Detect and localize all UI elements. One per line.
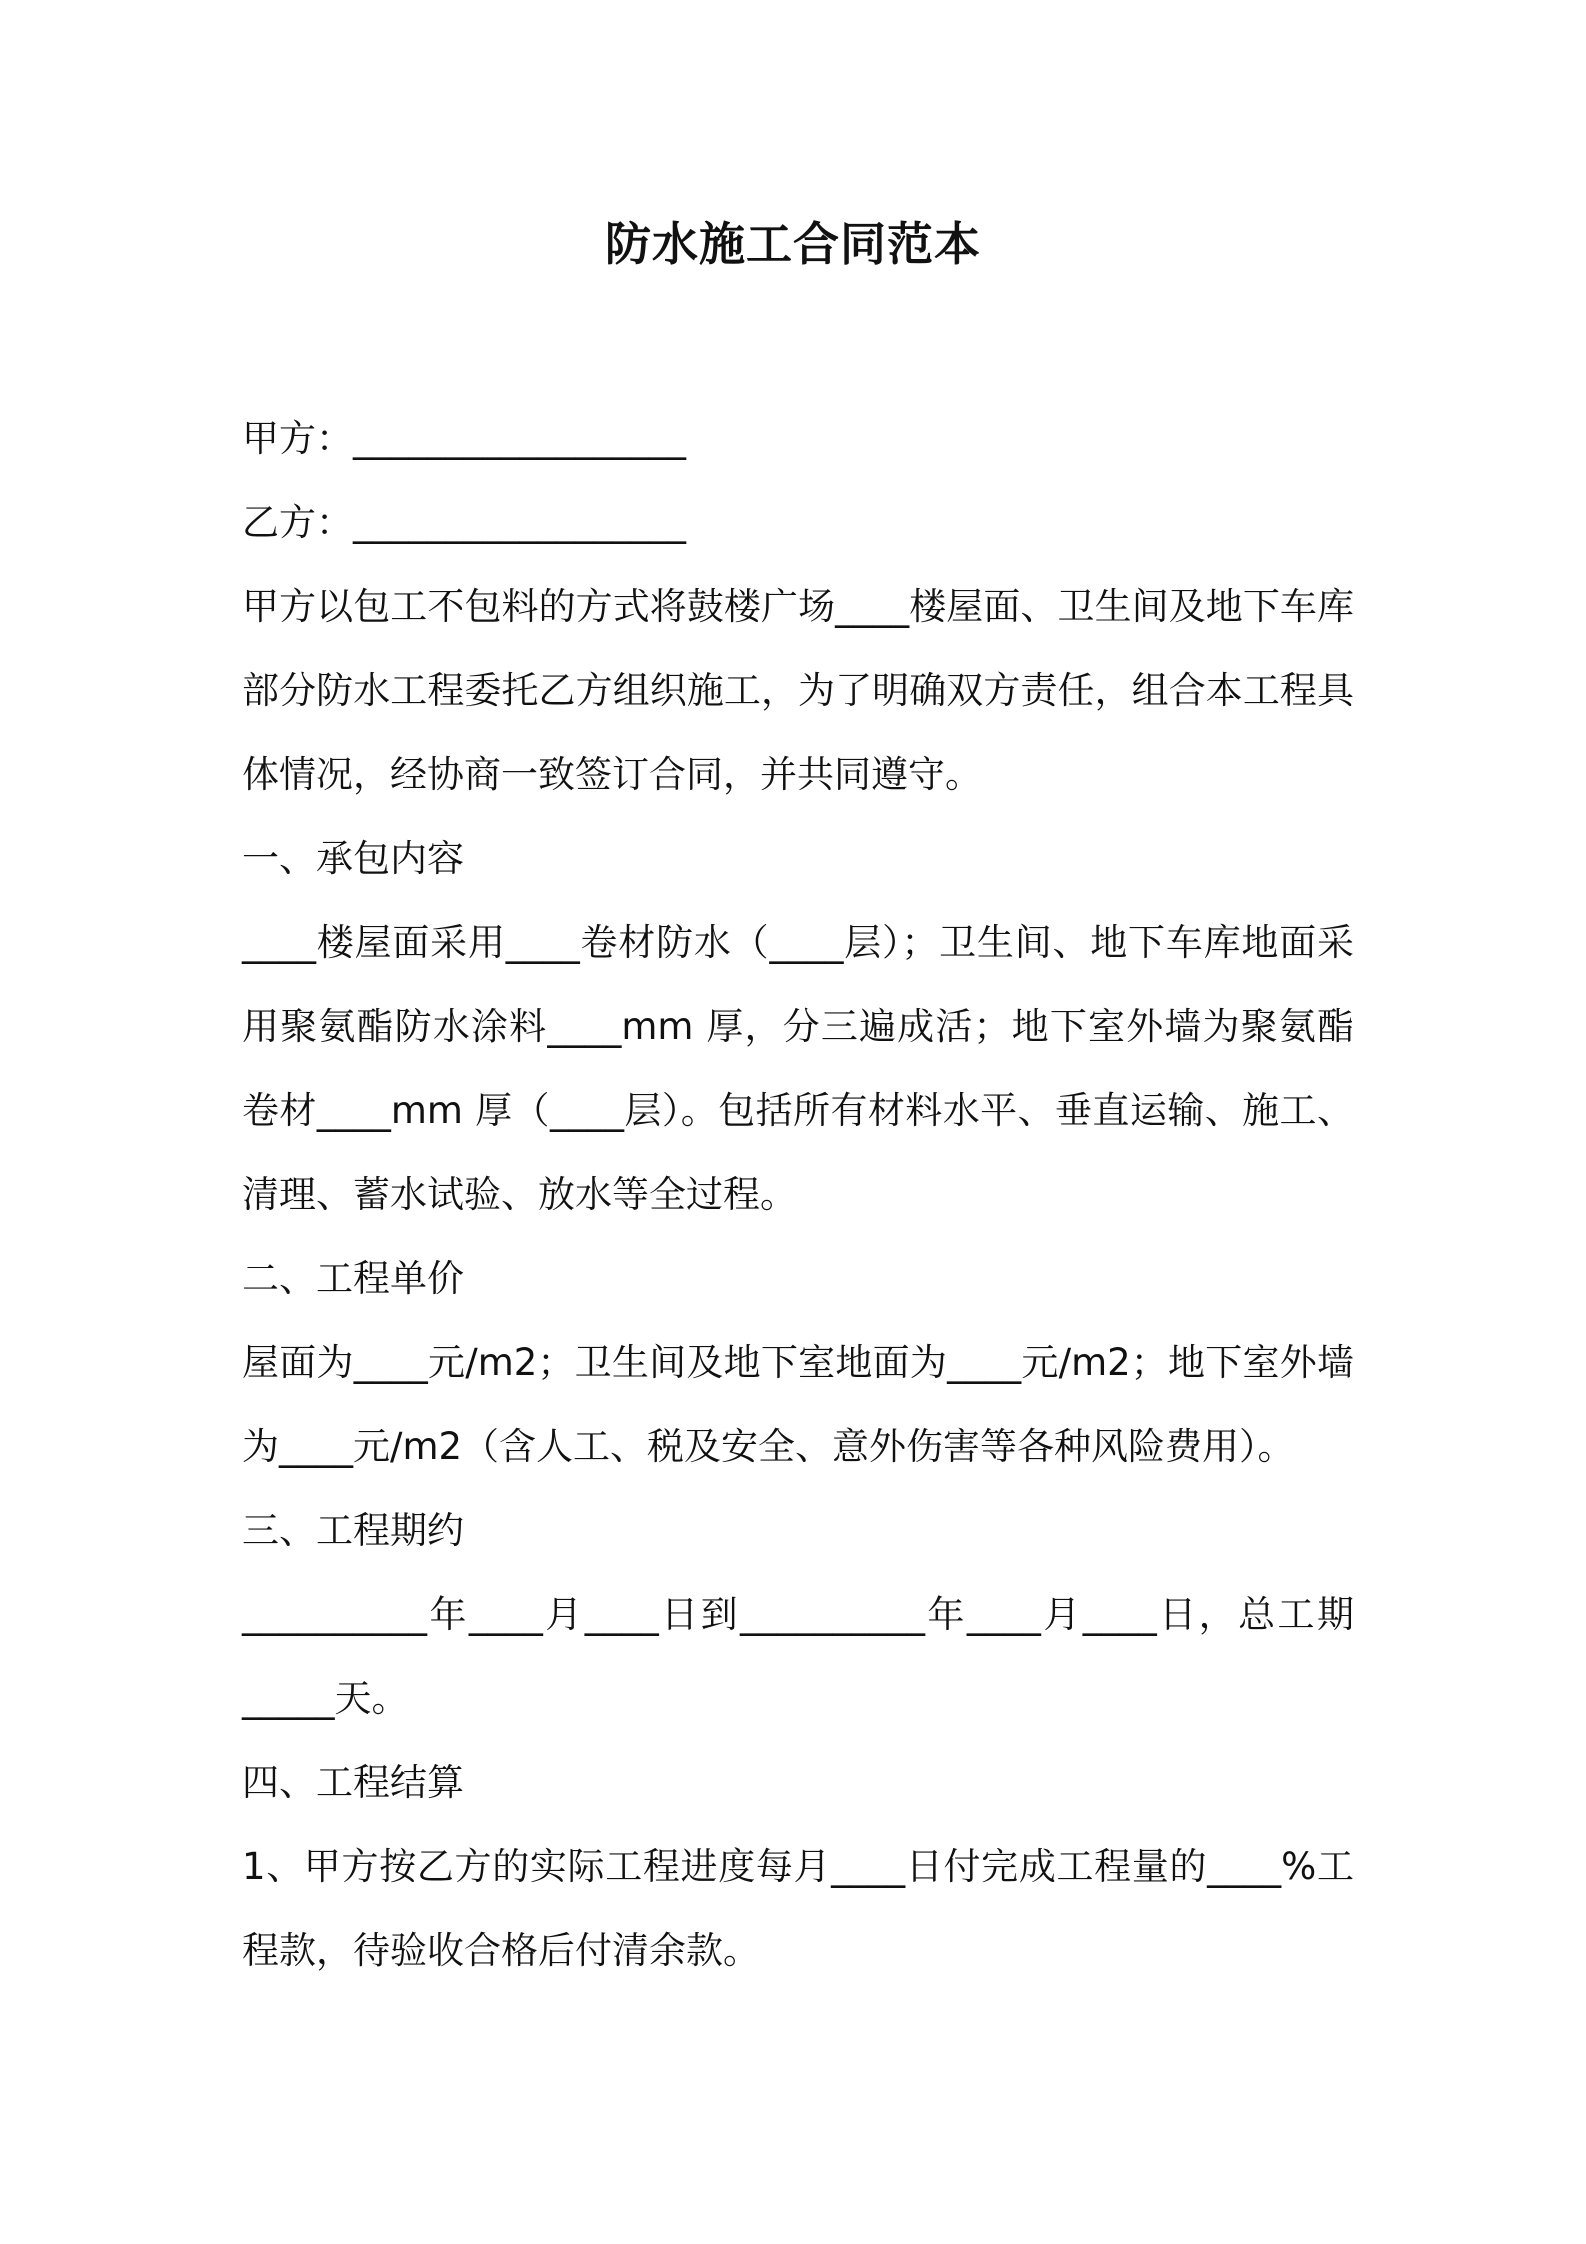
section-text-scope: ____楼屋面采用____卷材防水（____层）；卫生间、地下车库地面采用聚氨酯防水涂料____mm 厚，分三遍成活；地下室外墙为聚氨酯卷材____mm 厚（____层）。包括所有材料水平、垂直运输、施工、清理、蓄水试验、放水等全过程。 bbox=[242, 921, 1354, 1216]
section-text-settlement: 1、甲方按乙方的实际工程进度每月____日付完成工程量的____%工程款，待验收合格后付清余款。 bbox=[242, 1845, 1354, 1972]
section-text-schedule: __________年____月____日到__________年____月____日，总工期_____天。 bbox=[242, 1593, 1354, 1720]
section-heading-unit-price: 二、工程单价 bbox=[242, 1257, 464, 1300]
section-heading-schedule: 三、工程期约 bbox=[242, 1509, 464, 1552]
party-a-line: 甲方：__________________ bbox=[242, 417, 686, 460]
section-heading-settlement: 四、工程结算 bbox=[242, 1761, 464, 1804]
section-heading-scope: 一、承包内容 bbox=[242, 837, 464, 880]
section-text-unit-price: 屋面为____元/m2；卫生间及地下室地面为____元/m2；地下室外墙为____元/m2（含人工、税及安全、意外伤害等各种风险费用）。 bbox=[242, 1341, 1354, 1468]
party-b-line: 乙方：__________________ bbox=[242, 501, 686, 544]
intro-paragraph: 甲方以包工不包料的方式将鼓楼广场____楼屋面、卫生间及地下车库部分防水工程委托乙方组织施工，为了明确双方责任，组合本工程具体情况，经协商一致签订合同，并共同遵守。 bbox=[242, 585, 1354, 796]
document-title: 防水施工合同范本 bbox=[605, 217, 981, 271]
document-body bbox=[242, 397, 1354, 1993]
